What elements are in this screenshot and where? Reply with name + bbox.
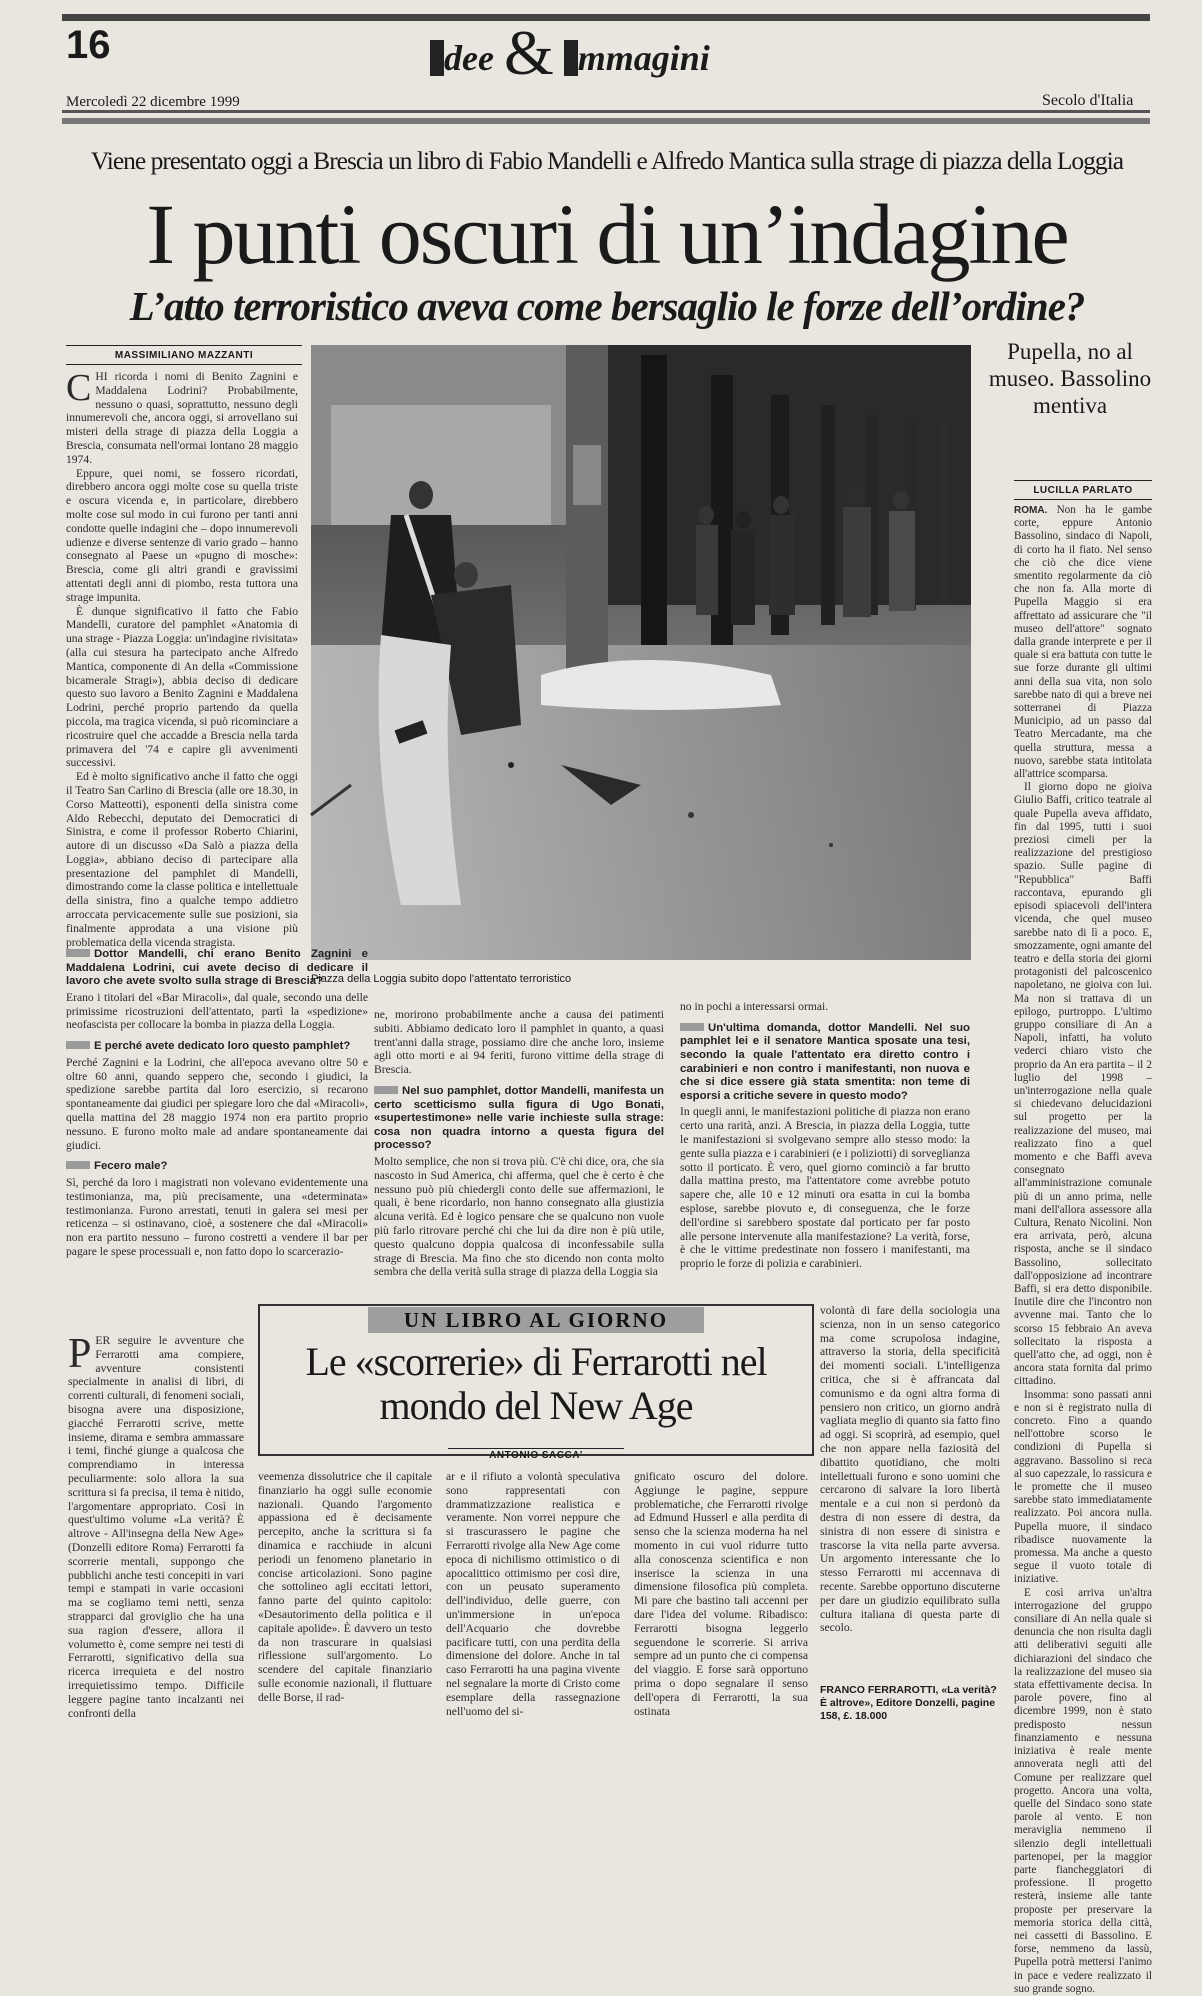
section-title-part1: dee xyxy=(444,38,494,78)
paragraph: E così arriva un'altra interrogazione del gruppo consiliare di An nella quale si denuncia che non risulta dagli atti deliberativi seguiti alle dichiarazioni del sindaco che la realizzazione del museo sia stata effettivamente decisa. In parole povere, fino al dicembre 1999, non è stato predisposto nessun finanziamento e nessuna iniziativa è reale mente annoverata negli atti del Comune per realizzare quel progetto. Ancora una volta, quelle del Sindaco sono state parole al vento. E non meraviglia nemmeno il silenzio degli intellettuali partenopei, per la maggior parte fiancheggiatori di professione. Il progetto resterà, insieme alle tante proposte per preservare la memoria storica della città, nei cassetti di Bassolino. E forse, nemmeno da lassù, Pupella potrà mettersi l'animo in pace e vedere realizzato il suo grande sogno. xyxy=(1014,1586,1152,1995)
headline: I punti oscuri di un’indagine xyxy=(146,186,1068,282)
answer: Erano i titolari del «Bar Miracoli», dal quale, secondo una delle primissime ricostruzioni dell'attentato, partì la «spedizione» neofascista per collocare la bomba in piazza della Loggia. xyxy=(66,990,368,1032)
news-photo xyxy=(311,345,971,960)
newspaper-name: Secolo d'Italia xyxy=(1042,92,1134,109)
section-title-part2: mmagini xyxy=(577,38,710,78)
paragraph: gnificato oscuro del dolore. Aggiunge le pagine, seppure problematiche, che Ferrarotti rivolge ad Edmund Husserl e alla perdita di senso che la scienza moderna ha nel momento in cui vuol ridurre tutto alla conoscenza scientifica e non inserisce la scienza in una dimensione filosofica più completa. Mi pare che bastino tali accenni per dare l'idea del volume. Ribadisco: Ferrarotti bisogna leggerlo seguendone le scorrerie. Si arriva sempre ad un punto che ci compensa del viaggio. E forse sarà opportuno prima o dopo segnalare il senso dell'opera di Ferrarotti, la sua ostinata xyxy=(634,1470,808,1718)
masthead-rule xyxy=(62,110,1150,113)
byline: MASSIMILIANO MAZZANTI xyxy=(114,350,254,361)
question: E perché avete dedicato loro questo pamphlet? xyxy=(94,1040,351,1053)
book-review-col2 xyxy=(258,1470,432,1744)
main-article-col3 xyxy=(680,1000,970,1274)
book-rubric: UN LIBRO AL GIORNO xyxy=(368,1307,704,1333)
paragraph: volontà di fare della sociologia una scienza, non in un senso categorico ma come scrupolosa indagine, attraverso la storia, della specificità dei momenti sociali. L'intelligenza critica, che si è affrancata dal comunismo e da ogni altra forma di pensiero non critico, un giorno andrà vagliata meglio di quanto sia fatto fino ad oggi. Si scoprirà, ad esempio, quel che non appare nella faziosità del dibattito quotidiano, che molti intellettuali furono e sono uomini che cercarono di salvare la loro libertà mentale e a cui non si perdonò da destra di non essere di destra, da sinistra di non essere di sinistra e trascorse la vita nella parte avversa. Un argomento interessante che lo stesso Ferrarotti mi accennava di recente. Sarebbe opportuno discuterne per dare un giudizio equilibrato sulla cultura italiana di questa parte di secolo. xyxy=(820,1304,1000,1635)
question: Nel suo pamphlet, dottor Mandelli, manifesta un certo scetticismo sulla figura di Ugo Bonati, «supertestimone» nelle varie inchieste sulla strage: cosa non quadra intorno a questa figura del processo? xyxy=(374,1084,664,1152)
book-byline-rule xyxy=(448,1448,624,1449)
book-review-col1 xyxy=(68,1331,244,1744)
book-review-col3 xyxy=(446,1470,620,1744)
main-article-col1 xyxy=(66,367,298,949)
book-review-col4 xyxy=(634,1470,808,1744)
paragraph: veemenza dissolutrice che il capitale finanziario ha oggi sulle economie nazionali. Quando l'argomento appassiona ed è decisamente percepito, anche la scrittura si fa dinamica e racchiude in alcuni periodi un fenomeno planetario in concise articolazioni. Sono pagine che sottolineo agli eccitati lettori, fanno parte del quinto capitolo: «Desautorimento della politica e il capitale apolide». È davvero un testo da non trascurare in qualsiasi riflessione sull'argomento. Lo scendere del capitale finanziario sulle economie nazionali, il fluttuare delle Borse, il rad- xyxy=(258,1470,432,1704)
paragraph: ar e il rifiuto a volontà speculativa sono rappresentati con drammatizzazione realistica e veramente. Non vorrei neppure che si trascurassero le pagine che Ferrarotti rivolge alla New Age come epoca di nichilismo ottimistico o di apocalittico ottimismo per così dire, con un peusato superamento dell'individuo, delle guerre, con un'immersione in un'epoca dell'Acquario che dovrebbe pacificare tutti, con una perdita della dimensione del dolore. Anche in tal caso Ferrarotti ha una pagina vivente nel segnalare la morte di Cristo come esemplare della rassegnazione nell'uomo del si- xyxy=(446,1470,620,1718)
book-reference: FRANCO FERRAROTTI, «La verità? È altrove», Editore Donzelli, pagine 158, £. 18.000 xyxy=(820,1684,997,1722)
book-review-col5 xyxy=(820,1304,1000,1664)
answer: Sì, perché da loro i magistrati non volevano evidentemente una testimonianza, ma, più precisamente, una «determinata» testimonianza. Furono arrestati, tenuti in galera sei mesi per reticenza – si ostinavano, cioè, a sostenere che dal «Miracoli» non era partito nessuno – furono costretti a vendere il bar per pagare le spese processuali e, non fatto dopo lo scarcerazio- xyxy=(66,1175,368,1258)
paragraph: HI ricorda i nomi di Benito Zagnini e Maddalena Lodrini? Probabilmente, nessuno o quasi, soprattutto, nessuno degli innumerevoli che, ancora oggi, si arrovellano sui misteri della strage di piazza della Loggia a Brescia, consumata nell'ormai lontano 28 maggio 1974. xyxy=(66,370,298,466)
byline-rule-2 xyxy=(66,364,302,365)
paragraph: Eppure, quei nomi, se fossero ricordati, direbbero ancora oggi molte cose su quella triste e oscura vicenda e, in particolare, direbbero molte cose sul modo in cui furono per tanti anni condotte quelle indagini che – dopo innumerevoli udienze e diverse sentenze di vario grado – hanno consegnato al Paese un «pugno di mosche»: Brescia, come gli altri grandi e gravissimi attentati degli anni di piombo, resta tuttora una strage impunita. xyxy=(66,466,298,604)
photo-caption: Piazza della Loggia subito dopo l'attentato terroristico xyxy=(311,973,572,985)
paragraph: no in pochi a interessarsi ormai. xyxy=(680,1000,829,1013)
question: Un'ultima domanda, dottor Mandelli. Nel suo pamphlet lei e il senatore Mantica sposate una tesi, secondo la quale l'attentato era diretto contro i carabinieri e non contro i manifestanti, non nuova e che si dice essere già stata smentita: non teme di esporsi a critiche severe in questo modo? xyxy=(680,1021,970,1102)
section-ampersand: & xyxy=(503,17,554,88)
dateline: ROMA. xyxy=(1014,505,1048,516)
dropcap: C xyxy=(66,367,92,409)
main-article-col2 xyxy=(374,1008,664,1279)
book-headline: Le «scorrerie» di Ferrarotti nel mondo del New Age xyxy=(305,1339,767,1428)
section-title xyxy=(430,16,710,90)
masthead-rule-2 xyxy=(62,118,1150,124)
question: Dottor Mandelli, chi erano Benito Zagnini e Maddalena Lodrini, cui avete deciso di dedicare il lavoro che avete svolto sulla strage di Brescia? xyxy=(66,948,368,988)
subheadline: L’atto terroristico aveva come bersaglio le forze dell’ordine? xyxy=(129,283,1085,329)
paragraph: Non ha le gambe corte, eppure Antonio Bassolino, sindaco di Napoli, di corto ha il fiato. Nel senso che ciò che dice viene smentito regolarmente da ciò che non fa. Alla morte di Pupella Maggio si era affrettato ad assicurare che "il museo dell'attore" sognato dalla grande interprete e per il quale si era battuta con tutte le sue forze durante gli ultimi anni della sua vita, non solo sarebbe nato di qui a breve nei sotterranei di Piazza Municipio, ad un passo dal Teatro Mercadante, ma che quella struttura, messa a nuovo, sarebbe stata intitolata all'attrice scomparsa. xyxy=(1014,504,1152,781)
paragraph: È dunque significativo il fatto che Fabio Mandelli, curatore del pamphlet «Anatomia di una strage - Piazza Loggia: un'indagine rivisitata» (alla cui stesura ha partecipato anche Alfredo Mantica, componente di An della «Commissione bicamerale Stragi»), abbia deciso di dedicare questo suo lavoro a Benito Zagnini e Maddalena Lodrini, perché proprio partendo da quella piccola, ma tragica vicenda, si può ricominciare a ricostruire quel che accadde a Brescia nella tarda primavera del '74 e capire gli avvenimenti successivi. xyxy=(66,604,298,770)
sidebar-article-text xyxy=(1014,504,1152,1995)
sidebar-byline-rule-2 xyxy=(1014,499,1152,500)
page-number: 16 xyxy=(66,23,111,67)
byline-rule xyxy=(66,345,302,346)
sidebar-headline: Pupella, no al museo. Bassolino mentiva xyxy=(988,339,1152,418)
issue-date: Mercoledì 22 dicembre 1999 xyxy=(66,94,240,110)
photo-illustration xyxy=(311,345,971,960)
paragraph: Ed è molto significativo anche il fatto che oggi il Teatro San Carlino di Brescia (alle ore 18.30, in Corso Matteotti), esponenti della sinistra come Aldo Rebecchi, deputato dei Democratici di Sinistra, e come il professor Roberto Chiarini, autore di un discusso «Da Salò a piazza della Loggia», abbiano deciso di partecipare alla presentazione del pamphlet di Mandelli, dimostrando come la classe politica e intellettuale della sinistra, fino a qualche tempo addietro arroccata pervicacemente sulle sue posizioni, sia finalmente approdata a una visione più problematica della vicenda stragista. xyxy=(66,770,298,949)
sidebar-byline: LUCILLA PARLATO xyxy=(1033,485,1133,496)
kicker: Viene presentato oggi a Brescia un libro di Fabio Mandelli e Alfredo Mantica sulla strage di piazza della Loggia xyxy=(90,146,1124,175)
paragraph: Il giorno dopo ne gioiva Giulio Baffi, critico teatrale al quale Pupella aveva affidato, fin dal 1995, tutti i suoi preziosi cimeli per la realizzazione del prestigioso spazio. Sulle pagine di "Repubblica" Baffi raccontava, epurando gli episodi spiacevoli dell'intera vicenda, che quel museo sarebbe nato di lì a poco. E, smozzamente, ogni amante del teatro e della storia dei giorni protagonisti del palcoscenico napoletano, ne gioiva con lui. Ma non si trattava di un epilogo, purtroppo. L'ultimo gruppo consiliare di An a Napoli, infatti, ha voluto vederci chiaro visto che proprio da An era partita – il 2 luglio del 1998 – un'interrogazione nella quale si chiedevano delucidazioni sul progetto per la realizzazione del museo, mai realizzato fino a quel momento e che Baffi aveva consegnato all'amministrazione comunale più di un anno prima, nelle mani dell'allora assessore alla Cultura, Renato Nicolini. Non era arrivata, però, alcuna risposta, anche se il sindaco Bassolino, sollecitato dall'opposizione ad incontrare Baffi, si era detto disponibile. Inutile dire che l'incontro non avvenne mai. Tanto che lo scorso 15 febbraio An aveva sollecitato la risposta a quell'atto che, ad oggi, non è ancora stata fornita dal primo cittadino. xyxy=(1014,781,1152,1388)
paragraph: Insomma: sono passati anni e non si è registrato nulla di concreto. Fino a quando nell'ottobre scorso le condizioni di Pupella si aggravano. Bassolino si reca al suo capezzale, lo rassicura e le promette che il museo sarebbe stato immediatamente realizzato. Poi ancora nulla. Pupella muore, il sindaco ribadisce nuovamente la promessa. Ma anche a questo segue il vuoto totale di iniziative. xyxy=(1014,1388,1152,1586)
paragraph: Molto semplice, che non si trova più. C'è chi dice, ora, che sia nascosto in Sud America, chi afferma, quel che è certo è che nessuno può più chiedergli conto delle sue affermazioni, le quali, è bene ricordarlo, non hanno consegnato alla giustizia alcuna verità. Ed è logico pensare che se qualcuno non vuole più farlo ritrovare perché chi che lui da dire non è più utile, questo qualcuno doppia qualcosa di inconfessabile sulla strage di Brescia. Ma fino che sto dicendo non conta molto sembra che della verità sulla strage di piazza della Loggia sia xyxy=(374,1154,664,1279)
paragraph: ER seguire le avventure che Ferrarotti ama compiere, avventure consistenti specialmente in analisi di libri, di correnti culturali, di fenomeni sociali, bisogna avere una disposizione, giacché Ferrarotti scrive, mette insieme, dirama e sembra ammassare i temi, finché giunge a qualcosa che comprendiamo in interessa peculiarmente: solo allora la sua scrittura si fa precisa, il tema è nitido, l'argomentare appropriato. Così in quest'ultimo volume «La verità? È altrove - All'insegna della New Age» (Donzelli editore Roma) Ferrarotti fa scorrerie mentali, suppongo che pubblichi anche testi concepiti in vari tempi e stampati in varie occasioni ma se cogliamo temi netti, senza strapparci dal groviglio che ha una sua ragion d'essere, allora il volumetto è, come sempre nei testi di Ferrarotti, significativo della sua ricerca irrequieta e del nostro irrequietissimo tempo. Difficile leggere pagine tanto incalzanti nei confronti della xyxy=(68,1334,244,1720)
answer: Perché Zagnini e la Lodrini, che all'epoca avevano oltre 50 e oltre 60 anni, quando seppero che, secondo i giudici, la spedizione sarebbe partita dal loro esercizio, si recarono spontaneamente dai giudici per spiegare loro che dal «Miracoli», quella mattina del 28 maggio 1974 non era partito proprio nessuno. E furono molto male ad andare spontaneamente dai giudici. xyxy=(66,1055,368,1152)
book-dropcap: P xyxy=(68,1331,92,1377)
main-article-qa-col1 xyxy=(66,948,368,1274)
sidebar-byline-rule xyxy=(1014,480,1152,481)
paragraph: ne, morirono probabilmente anche a causa dei patimenti subiti. Abbiamo dedicato loro il pamphlet in quanto, a quasi trent'anni dalla strage, possiamo dire che anche loro, insieme agli otto morti e ai 94 feriti, furono vittime della strage di Brescia. xyxy=(374,1008,664,1077)
paragraph: In quegli anni, le manifestazioni politiche di piazza non erano certo una rarità, anzi. A Brescia, in piazza della Loggia, tutte le manifestazioni si svolgevano sempre allo stesso modo: la gente sulla piazza e i carabinieri (e i poliziotti) di sorveglianza sotto il porticato. È vero, quel giorno cominciò a far brutto dalla mattina presto, ma l'attentatore come avrebbe potuto sapere che, alle 10 e 12 minuti ora esatta in cui la bomba esplose, sarebbe piovuto e, di conseguenza, che le forze dell'ordine si sarebbero spostate dal porticato per far posto alle persone intervenute alla manifestazione? La verità, forse, è che le vittime predestinate non fossero i manifestanti, ma proprio le forze di polizia e carabinieri. xyxy=(680,1105,970,1271)
book-byline: ANTONIO SACCA' xyxy=(489,1450,583,1461)
question: Fecero male? xyxy=(94,1160,168,1173)
